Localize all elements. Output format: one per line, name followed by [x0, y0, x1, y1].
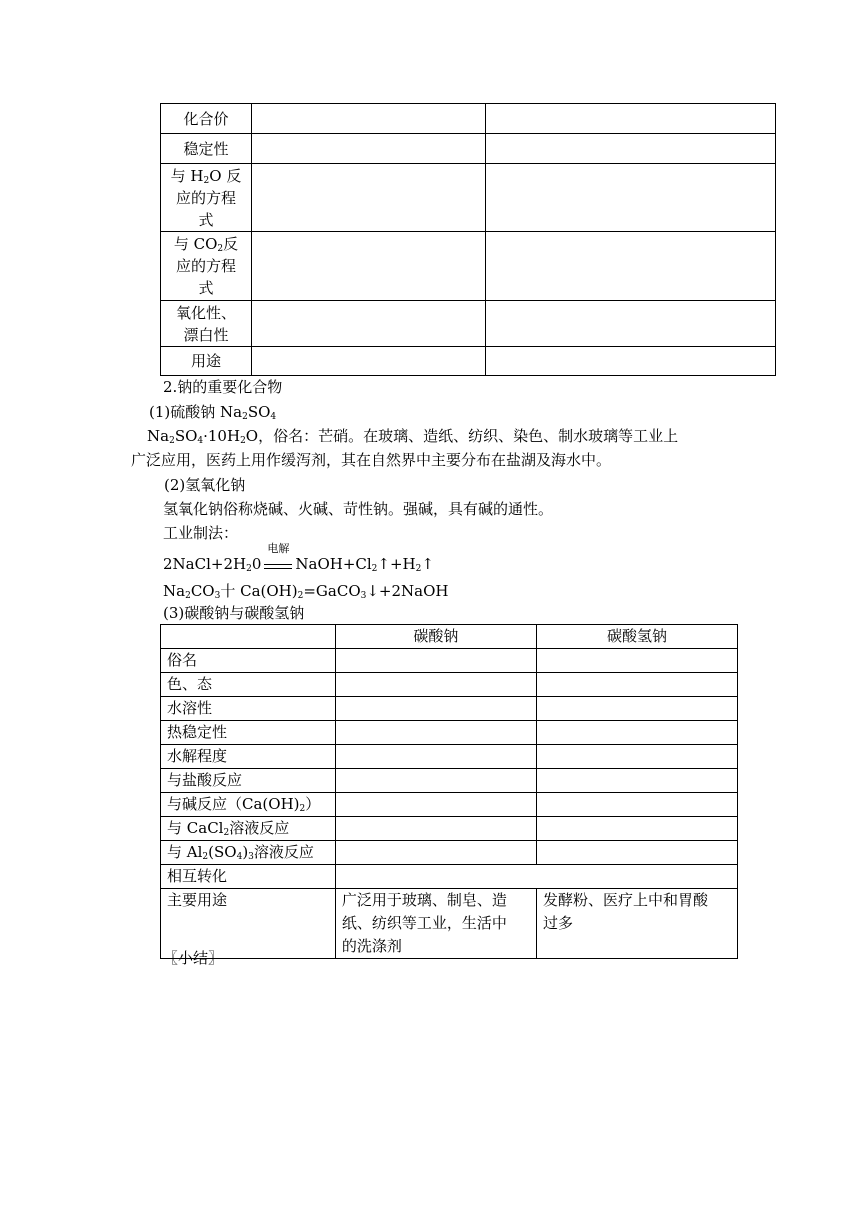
row-label: 与 $H_2O$ 反 应的方程 式 — [161, 164, 252, 232]
table-row — [161, 164, 776, 232]
table-row — [161, 134, 776, 164]
uses-sodium-bicarbonate: 发酵粉、医疗上中和胃酸 过多 — [536, 889, 737, 959]
row-label: 与 $Al_2(SO_4)_3$溶液反应 — [161, 841, 336, 865]
table-row — [161, 721, 738, 745]
row-label: 化合价 — [161, 104, 252, 134]
row-label: 色、态 — [161, 673, 336, 697]
row-label: 热稳定性 — [161, 721, 336, 745]
row-label: 与碱反应$(Ca(OH)_2)$ — [161, 793, 336, 817]
equation-electrolysis — [163, 542, 434, 574]
table-row — [161, 649, 738, 673]
row-label: 主要用途 — [161, 889, 336, 959]
paragraph-line: 氢氧化钠俗称烧碱、火碱、苛性钠。强碱，具有碱的通性。 — [163, 500, 554, 518]
table-row — [161, 697, 738, 721]
paragraph-line: $Na_2SO_4\cdot 10H_2O$，俗名：芒硝。在玻璃、造纸、纺织、染色、制水玻璃等工业上 — [147, 427, 679, 446]
header-cell — [161, 625, 336, 649]
equation-caustic: $Na_2CO_3$十 $Ca(OH)_2=GaCO_3↓+2NaOH$ — [163, 582, 449, 601]
row-label: 氧化性、 漂白性 — [161, 301, 252, 347]
paragraph-line: 广泛应用，医药上用作缓泻剂，其在自然界中主要分布在盐湖及海水中。 — [131, 451, 612, 469]
carbonate-comparison-table — [160, 624, 738, 959]
table-row — [161, 301, 776, 347]
uses-sodium-carbonate: 广泛用于玻璃、制皂、造 纸、纺织等工业，生活中 的洗涤剂 — [335, 889, 536, 959]
table-row — [161, 232, 776, 301]
table-row — [161, 673, 738, 697]
industry-label: 工业制法： — [163, 524, 239, 542]
header-cell: 碳酸氢钠 — [536, 625, 737, 649]
table-row — [161, 817, 738, 841]
table-row — [161, 889, 738, 959]
equation-right: $NaOH+Cl_2↑+H_2↑$ — [295, 555, 434, 574]
row-label: 与盐酸反应 — [161, 769, 336, 793]
table-row — [161, 865, 738, 889]
equation-left: $2NaCl+2H_20$ — [163, 555, 262, 574]
table-row — [161, 745, 738, 769]
row-label: 俗名 — [161, 649, 336, 673]
header-cell: 碳酸钠 — [335, 625, 536, 649]
row-label: 与 CaCl$_2$溶液反应 — [161, 817, 336, 841]
table-row — [161, 793, 738, 817]
table-row — [161, 769, 738, 793]
subheading-sodium-hydroxide: (2)氢氧化钠 — [164, 476, 246, 494]
subheading-sodium-sulfate: (1)硫酸钠 $Na_2SO_4$ — [149, 403, 277, 422]
row-label: 相互转化 — [161, 865, 336, 889]
table-row — [161, 347, 776, 376]
equation-condition: 电解 — [261, 556, 295, 569]
properties-table — [160, 103, 776, 376]
row-label: 用途 — [161, 347, 252, 376]
row-label: 与 $CO_2$反 应的方程 式 — [161, 232, 252, 301]
row-label: 水解程度 — [161, 745, 336, 769]
row-label: 水溶性 — [161, 697, 336, 721]
table-header-row — [161, 625, 738, 649]
subheading-carbonates: (3)碳酸钠与碳酸氢钠 — [163, 604, 305, 622]
section-heading: 2.钠的重要化合物 — [163, 378, 283, 396]
table-row — [161, 104, 776, 134]
row-label: 稳定性 — [161, 134, 252, 164]
summary-heading: 〖小结〗 — [163, 949, 224, 967]
table-row — [161, 841, 738, 865]
